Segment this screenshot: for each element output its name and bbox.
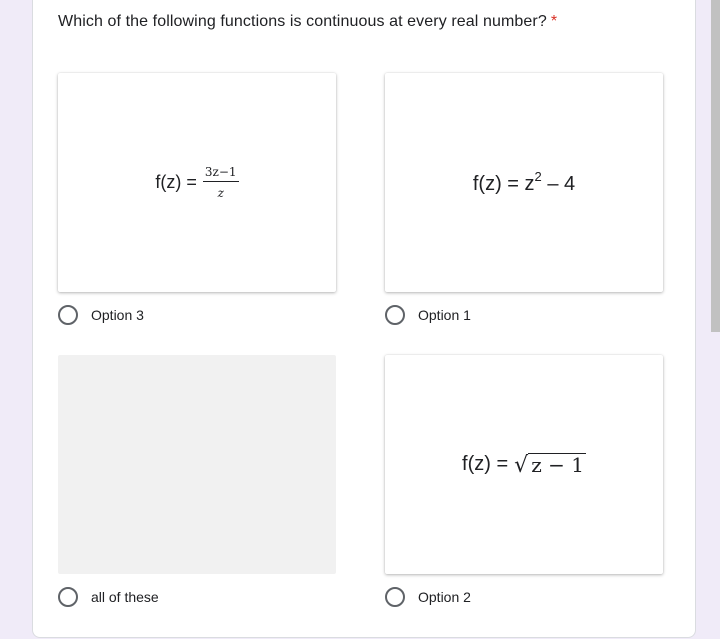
formula-sqrt [385,355,663,574]
option-radio-option-3[interactable] [58,305,144,325]
option-label: Option 3 [91,307,144,323]
radio-circle-icon[interactable] [385,587,405,607]
formula-polynomial [385,73,663,292]
option-label: Option 1 [418,307,471,323]
formula-denominator: z [217,186,224,200]
sqrt-icon: √ [514,452,529,478]
formula-text [473,169,575,196]
radio-circle-icon[interactable] [58,305,78,325]
option-radio-option-1[interactable] [385,305,471,325]
choice-image-option-1 [385,73,663,292]
radio-circle-icon[interactable] [385,305,405,325]
formula-radicand: z − 1 [528,453,586,477]
choice-image-all-of-these [58,355,336,574]
formula-fraction [58,73,336,292]
formula-frac [203,165,239,200]
choice-image-option-2 [385,355,663,574]
option-label: Option 2 [418,589,471,605]
option-radio-all-of-these[interactable] [58,587,159,607]
question-text: Which of the following functions is continuous at every real number? [58,13,547,30]
formula-exponent: 2 [534,169,542,184]
radio-circle-icon[interactable] [58,587,78,607]
question-title [58,13,557,31]
option-label: all of these [91,589,159,605]
formula-numerator: 3z−1 [203,165,239,182]
formula-lhs: f(z) = [155,172,197,192]
formula-lhs: f(z) = [462,453,509,475]
formula-rest: – 4 [541,173,576,195]
required-asterisk: * [550,13,558,30]
formula-radical [514,453,586,477]
formula-lhs: f(z) = z [472,173,535,195]
scrollbar-thumb[interactable] [711,0,720,332]
option-radio-option-2[interactable] [385,587,471,607]
choice-image-option-3 [58,73,336,292]
